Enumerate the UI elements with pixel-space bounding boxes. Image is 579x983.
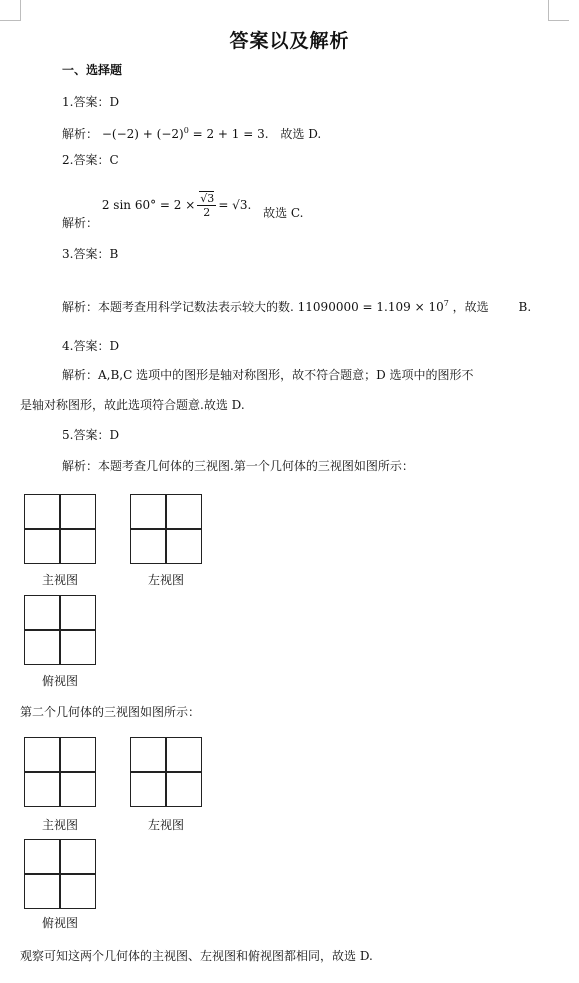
q3-formula: $11090000 = 1.109 \times 10^7$ [297, 299, 449, 314]
q1-analysis-label: 解析： [62, 127, 99, 141]
section-title: 一、选择题 [62, 63, 123, 77]
figure2-front-view [24, 737, 96, 807]
figure1-left-label: 左视图 [147, 573, 184, 587]
q5-analysis: 解析：本题考查几何体的三视图.第一个几何体的三视图如图所示： [62, 459, 414, 473]
q2-answer: 2.答案：C [62, 153, 119, 167]
q2-analysis-label: 解析： [62, 216, 99, 230]
q1-formula: $-(-2) + (-2)^0 = 2 + 1 = 3$. [101, 126, 269, 141]
q2-analysis [62, 192, 304, 230]
figure1-left-view [130, 494, 202, 564]
q5-final-text: 观察可知这两个几何体的主视图、左视图和俯视图都相同，故选 D. [20, 949, 373, 963]
q4-analysis-line1: 解析：A,B,C 选项中的图形是轴对称图形，故不符合题意；D 选项中的图形不 [62, 368, 474, 382]
q2-formula: 2 sin 60° = 2 × $\frac{√3}{2}$ = √3. [101, 192, 252, 219]
figure1-top-label: 俯视图 [41, 674, 78, 688]
q1-analysis [62, 123, 321, 142]
q5-answer: 5.答案：D [62, 428, 120, 442]
q3-option: B. [518, 300, 532, 314]
q1-answer: 1.答案：D [62, 95, 120, 109]
page-corner-mark [0, 0, 21, 21]
q3-answer: 3.答案：B [62, 247, 119, 261]
q2-conclusion: 故选 C. [263, 206, 304, 220]
figure1-front-label: 主视图 [41, 573, 78, 587]
q4-analysis-line2: 是轴对称图形，故此选项符合题意.故选 D. [20, 398, 245, 412]
figure2-top-view [24, 839, 96, 909]
figure1-top-view [24, 595, 96, 665]
q1-conclusion: 故选 D. [280, 127, 322, 141]
q4-answer: 4.答案：D [62, 339, 120, 353]
page-corner-mark [548, 0, 569, 21]
figure1-front-view [24, 494, 96, 564]
q5-second-text: 第二个几何体的三视图如图所示： [20, 705, 201, 719]
q3-analysis-text: 解析：本题考查用科学记数法表示较大的数. [62, 300, 294, 314]
figure2-left-view [130, 737, 202, 807]
q3-conclusion: ，故选 [452, 300, 489, 314]
figure2-front-label: 主视图 [41, 818, 78, 832]
q3-analysis [62, 296, 531, 315]
figure2-top-label: 俯视图 [41, 916, 78, 930]
figure2-left-label: 左视图 [147, 818, 184, 832]
page-title: 答案以及解析 [229, 30, 350, 52]
